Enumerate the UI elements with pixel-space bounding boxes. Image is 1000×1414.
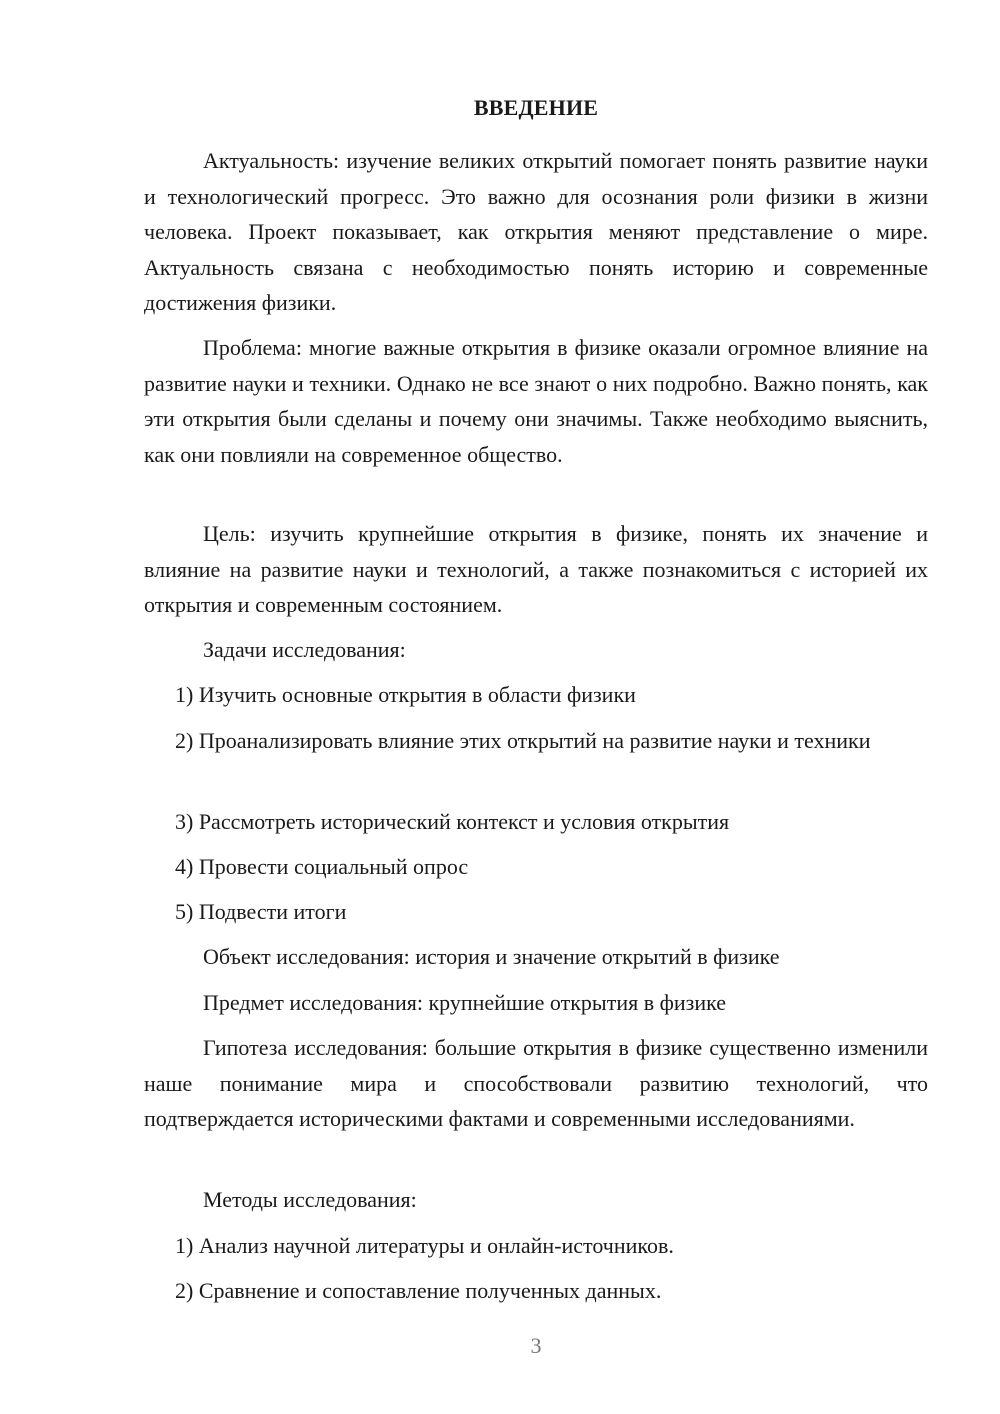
- paragraph-object: Объект исследования: история и значение открытий в физике: [203, 944, 780, 969]
- paragraph-hypothesis: Гипотеза исследования: большие открытия в физике существенно изменили наше понимание мира и способствовали развитию технологий, что подтверждается историческими фактами и современными исследованиями.: [144, 1035, 928, 1131]
- page-number: 3: [530, 1333, 542, 1358]
- task-item-5: 5) Подвести итоги: [175, 899, 347, 924]
- task-item-1: 1) Изучить основные открытия в области физики: [175, 682, 636, 707]
- task-item-3: 3) Рассмотреть исторический контекст и условия открытия: [175, 809, 730, 834]
- task-item-4: 4) Провести социальный опрос: [175, 854, 469, 879]
- method-item-2: 2) Сравнение и сопоставление полученных данных.: [175, 1278, 662, 1303]
- method-item-1: 1) Анализ научной литературы и онлайн-источников.: [175, 1233, 674, 1258]
- paragraph-problem: Проблема: многие важные открытия в физике оказали огромное влияние на развитие науки и техники. Однако не все знают о них подробно. Важно понять, как эти открытия были сделаны и почему они значимы. Также необходимо выяснить, как они повлияли на современное общество.: [144, 335, 928, 467]
- paragraph-subject: Предмет исследования: крупнейшие открытия в физике: [203, 990, 726, 1015]
- paragraph-tasks-heading: Задачи исследования:: [203, 637, 406, 662]
- section-heading: ВВЕДЕНИЕ: [473, 95, 599, 120]
- paragraph-relevance: Актуальность: изучение великих открытий помогает понять развитие науки и технологический прогресс. Это важно для осознания роли физики в жизни человека. Проект показывает, как открытия меняют представление о мире. Актуальность связана с необходимостью понять историю и современные достижения физики.: [144, 148, 928, 315]
- paragraph-goal: Цель: изучить крупнейшие открытия в физике, понять их значение и влияние на развитие науки и технологий, а также познакомиться с историей их открытия и современным состоянием.: [144, 521, 928, 617]
- task-item-2: 2) Проанализировать влияние этих открытий на развитие науки и техники: [175, 728, 871, 753]
- paragraph-methods-heading: Методы исследования:: [203, 1187, 417, 1212]
